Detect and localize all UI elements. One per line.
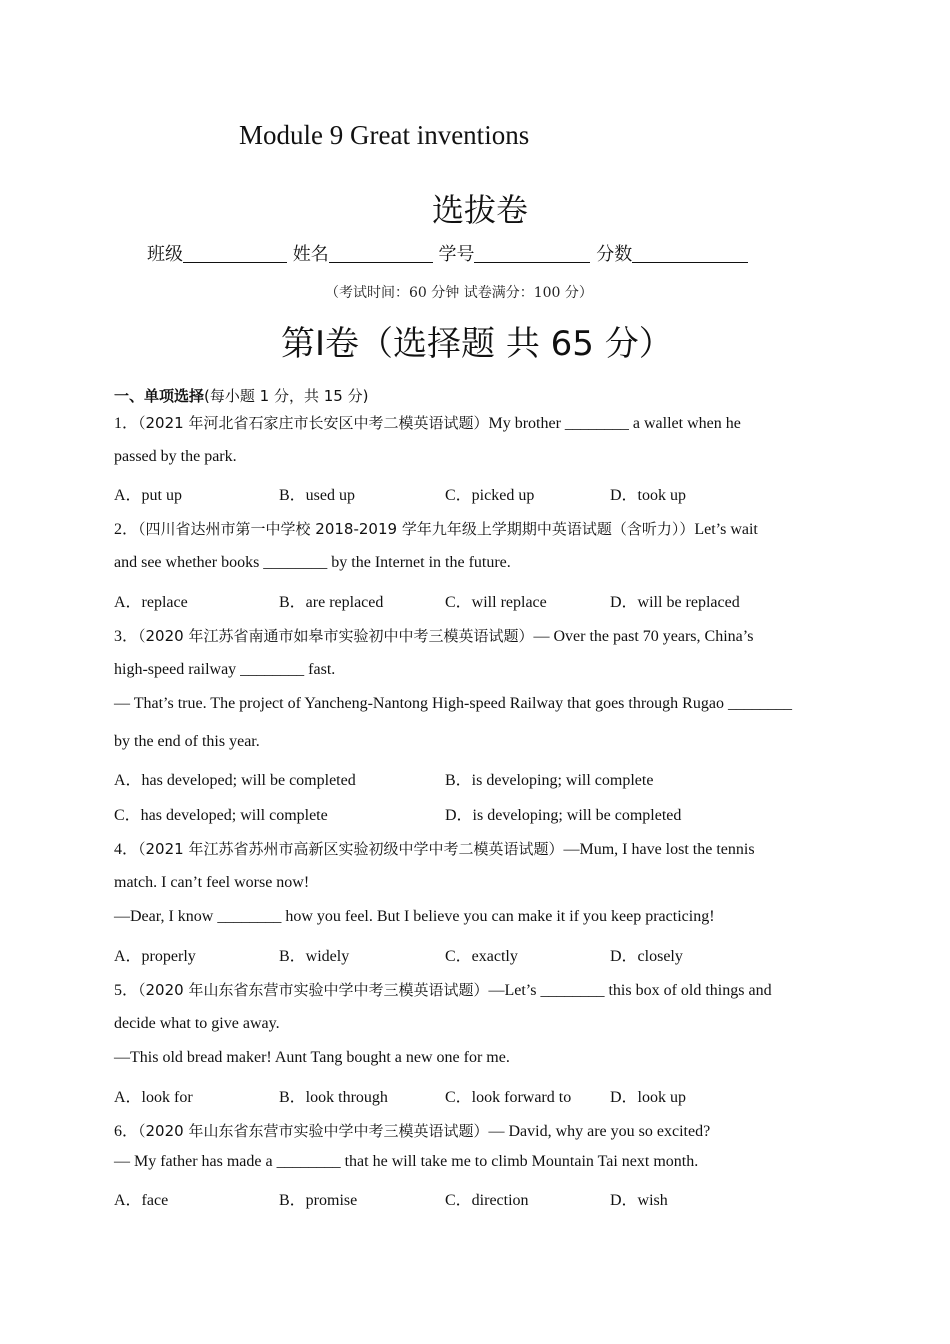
question-text: Let’s wait: [694, 521, 758, 538]
question-5-option-b: B．look through: [279, 1089, 388, 1106]
question-2-line-2: and see whether books ________ by the Internet in the future.: [114, 554, 511, 571]
question-5-option-a: A．look for: [114, 1089, 193, 1106]
section-heading: [114, 385, 368, 406]
name-blank: [329, 244, 433, 263]
question-number: 2．: [114, 521, 139, 538]
section-heading-note: (每小题 1 分，共 15 分): [204, 387, 369, 405]
question-2-option-a: A．replace: [114, 594, 188, 611]
question-number: 5．: [114, 982, 139, 999]
student-id-blank: [474, 244, 590, 263]
question-6-option-b: B．promise: [279, 1192, 358, 1209]
question-5-line-2: decide what to give away.: [114, 1015, 280, 1032]
question-4-option-d: D．closely: [610, 948, 683, 965]
question-3-line-3: — That’s true. The project of Yancheng-Nantong High-speed Railway that goes through Rugao ________: [114, 695, 792, 712]
question-1-option-d: D．took up: [610, 487, 687, 504]
student-info-line: [147, 240, 748, 266]
question-4-option-c: C．exactly: [445, 948, 518, 965]
student-id-label: 学号: [438, 244, 475, 265]
score-label: 分数: [596, 244, 633, 265]
question-1: [114, 410, 741, 433]
question-4-line-3: —Dear, I know ________ how you feel. But I believe you can make it if you keep practicing!: [114, 908, 715, 925]
question-6-option-c: C．direction: [445, 1192, 529, 1209]
question-3: [114, 623, 753, 646]
question-1-line-2: passed by the park.: [114, 448, 237, 465]
question-5-line-3: —This old bread maker! Aunt Tang bought a new one for me.: [114, 1049, 510, 1066]
question-1-option-b: B．used up: [279, 487, 356, 504]
question-source: （2020 年山东省东营市实验中学中考三模英语试题）: [138, 981, 489, 999]
question-5: [114, 977, 772, 1000]
question-text: —Let’s ________ this box of old things and: [488, 982, 772, 999]
question-6-line-2: — My father has made a ________ that he will take me to climb Mountain Tai next month.: [114, 1153, 699, 1170]
question-2: [114, 516, 758, 539]
question-text: — Over the past 70 years, China’s: [533, 628, 754, 645]
question-1-option-c: C．picked up: [445, 487, 535, 504]
question-3-line-2: high-speed railway ________ fast.: [114, 661, 336, 678]
question-number: 3．: [114, 628, 139, 645]
question-source: （2021 年河北省石家庄市长安区中考二模英语试题）: [138, 414, 489, 432]
question-4-option-b: B．widely: [279, 948, 350, 965]
question-number: 4．: [114, 841, 139, 858]
question-4-line-2: match. I can’t feel worse now!: [114, 874, 310, 891]
question-3-line-4: by the end of this year.: [114, 733, 260, 750]
score-blank: [632, 244, 748, 263]
question-2-option-d: D．will be replaced: [610, 594, 740, 611]
question-5-option-c: C．look forward to: [445, 1089, 572, 1106]
question-6-option-a: A．face: [114, 1192, 169, 1209]
question-source: （2020 年江苏省南通市如皋市实验初中中考三模英语试题）: [138, 627, 534, 645]
question-text: — David, why are you so excited?: [488, 1123, 711, 1140]
question-3-option-c: C．has developed; will complete: [114, 807, 328, 824]
question-4-option-a: A．properly: [114, 948, 196, 965]
question-source: （2021 年江苏省苏州市高新区实验初级中学中考二模英语试题）: [138, 840, 564, 858]
question-number: 6．: [114, 1123, 139, 1140]
question-source: （四川省达州市第一中学校 2018-2019 学年九年级上学期期中英语试题（含听力））: [138, 520, 695, 538]
question-6-option-d: D．wish: [610, 1192, 668, 1209]
question-3-option-d: D．is developing; will be completed: [445, 807, 682, 824]
question-5-option-d: D．look up: [610, 1089, 687, 1106]
question-1-option-a: A．put up: [114, 487, 183, 504]
question-3-option-a: A．has developed; will be completed: [114, 772, 356, 789]
class-label: 班级: [147, 244, 183, 265]
class-blank: [183, 244, 287, 263]
question-2-option-c: C．will replace: [445, 594, 547, 611]
document-title: Module 9 Great inventions: [239, 120, 530, 150]
question-4: [114, 836, 755, 859]
question-3-option-b: B．is developing; will complete: [445, 772, 654, 789]
section-heading-label: 一、单项选择: [114, 387, 205, 405]
exam-subtitle: 选拔卷: [432, 191, 529, 229]
part-title: 第I卷（选择题 共 65 分）: [281, 324, 673, 364]
question-2-option-b: B．are replaced: [279, 594, 384, 611]
name-label: 姓名: [292, 244, 329, 265]
question-source: （2020 年山东省东营市实验中学中考三模英语试题）: [138, 1122, 489, 1140]
question-6: [114, 1118, 710, 1141]
exam-time-note: （考试时间：60 分钟 试卷满分：100 分）: [325, 285, 593, 301]
question-text: My brother ________ a wallet when he: [488, 415, 741, 432]
question-number: 1．: [114, 415, 139, 432]
question-text: —Mum, I have lost the tennis: [563, 841, 755, 858]
